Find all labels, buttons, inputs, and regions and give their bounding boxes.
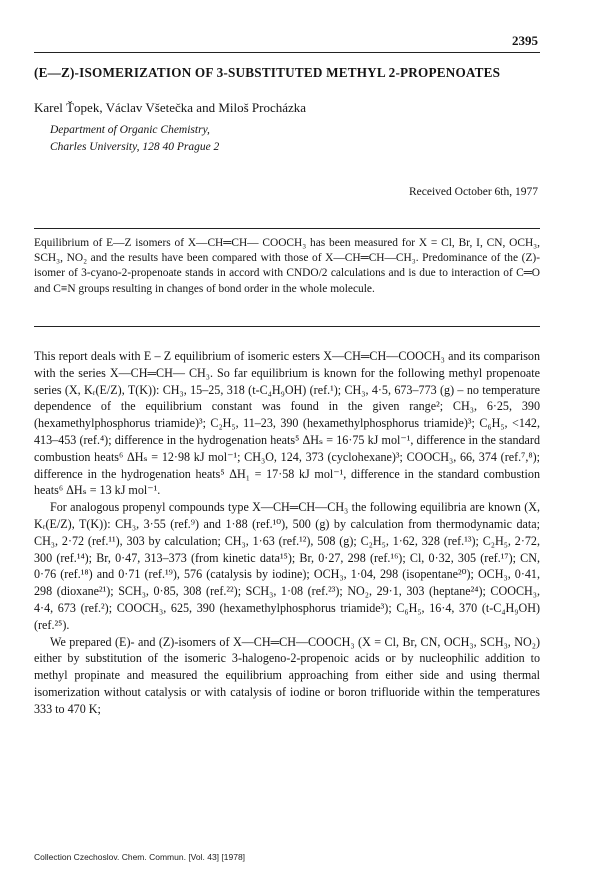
body-paragraph-1: This report deals with E – Z equilibrium of isomeric esters X—CH═CH—COOCH₃ and its comparison with the series X—CH═CH— CH₃. So far equilibrium is known for the following methyl propenoate series (X, Kᵣ(E/Z), T(K)): CH₃, 15–25, 318 (t-C₄H₉OH) (ref.¹); CH₃, 4·5, 673–773 (g) – no temperature dependence of the equilibrium constant was found in the given range²; CH₃, 6·25, 390 (hexamethylphosphorus triamide)³; C₂H₅, 11–23, 390 (hexamethylphosphorus triamide)³; C₆H₅, <142, 413–453 (ref.⁴); difference in the hydrogenation heats⁵ ΔHₛ = 16·75 kJ mol⁻¹, difference in the standard combustion heats⁶ ΔHₛ = 12·98 kJ mol⁻¹; CH₃O, 124, 373 (cyclohexane)³; COOCH₃, 66, 374 (ref.⁷,⁸); difference in the hydrogenation heats⁵ ΔH₁ = 17·58 kJ mol⁻¹, difference in the standard combustion heats⁶ ΔHₛ = 13 kJ mol⁻¹. [34, 349, 540, 498]
page-number: 2395 [512, 33, 538, 48]
abstract-bottom-rule [34, 326, 540, 327]
article-title: (E—Z)-ISOMERIZATION OF 3-SUBSTITUTED METHYL 2-PROPENOATES [34, 65, 501, 80]
journal-footer: Collection Czechoslov. Chem. Commun. [Vol. 43] [1978] [34, 852, 246, 862]
abstract-text: Equilibrium of E—Z isomers of X—CH═CH— COOCH₃ has been measured for X = Cl, Br, I, CN, OCH₃, SCH₃, NO₂ and the results have been compared with those of X—CH═CH—CH₃. Predominance of the (Z)-isomer of 3-cyano-2-propenoate stands in accord with CNDO/2 calculations and is due to interaction of C═O and C≡N groups resulting in changes of bond order in the whole molecule. [34, 237, 540, 295]
top-rule [34, 52, 540, 53]
author-list: Karel Ťopek, Václav Všetečka and Miloš Procházka [34, 100, 307, 115]
abstract-top-rule [34, 228, 540, 229]
body-paragraph-3: We prepared (E)- and (Z)-isomers of X—CH═CH—COOCH₃ (X = Cl, Br, CN, OCH₃, SCH₃, NO₂) either by substitution of the isomeric 3-halogeno-2-propenoic acids or by nucleophilic addition to methyl propinate and measured the equilibrium approaching from either side and using thermal isomerization without catalysis or with catalysis of iodine or boron trifluoride within the temperatures 333 to 470 K; [34, 634, 540, 716]
affiliation-address: Charles University, 128 40 Prague 2 [50, 141, 220, 153]
received-date: Received October 6th, 1977 [408, 186, 538, 198]
body-paragraph-2: For analogous propenyl compounds type X—CH═CH—CH₃ the following equilibria are known (X, Kᵣ(E/Z), T(K)): CH₃, 3·55 (ref.⁹) and 1·88 (ref.¹⁰), 500 (g) by calculation from thermodynamic data; CH₃, 2·72 (ref.¹¹), 303 by calculation; CH₃, 1·63 (ref.¹²), 508 (g); C₂H₅, 1·62, 328 (ref.¹³); C₂H₅, 2·72, 300 (ref.¹⁴); Br, 0·47, 313–373 (from kinetic data¹⁵); Br, 0·27, 298 (ref.¹⁶); Cl, 0·32, 305 (ref.¹⁷); CN, 0·76 (ref.¹⁸) and 0·71 (ref.¹⁹), 576 (catalysis by iodine); OCH₃, 1·04, 298 (isopentane²⁰); OCH₃, 0·41, 298 (dioxane²¹); SCH₃, 0·85, 308 (ref.²²); SCH₃, 1·08 (ref.²³); NO₂, 29·1, 303 (heptane²⁴); COOCH₃, 4·4, 673 (ref.²); COOCH₃, 625, 390 (hexamethylphosphorus triamide³); C₆H₅, 16·4, 370 (t-C₄H₉OH) (ref.²⁵). [34, 500, 540, 632]
affiliation-department: Department of Organic Chemistry, [50, 124, 210, 136]
body-text [34, 348, 540, 718]
